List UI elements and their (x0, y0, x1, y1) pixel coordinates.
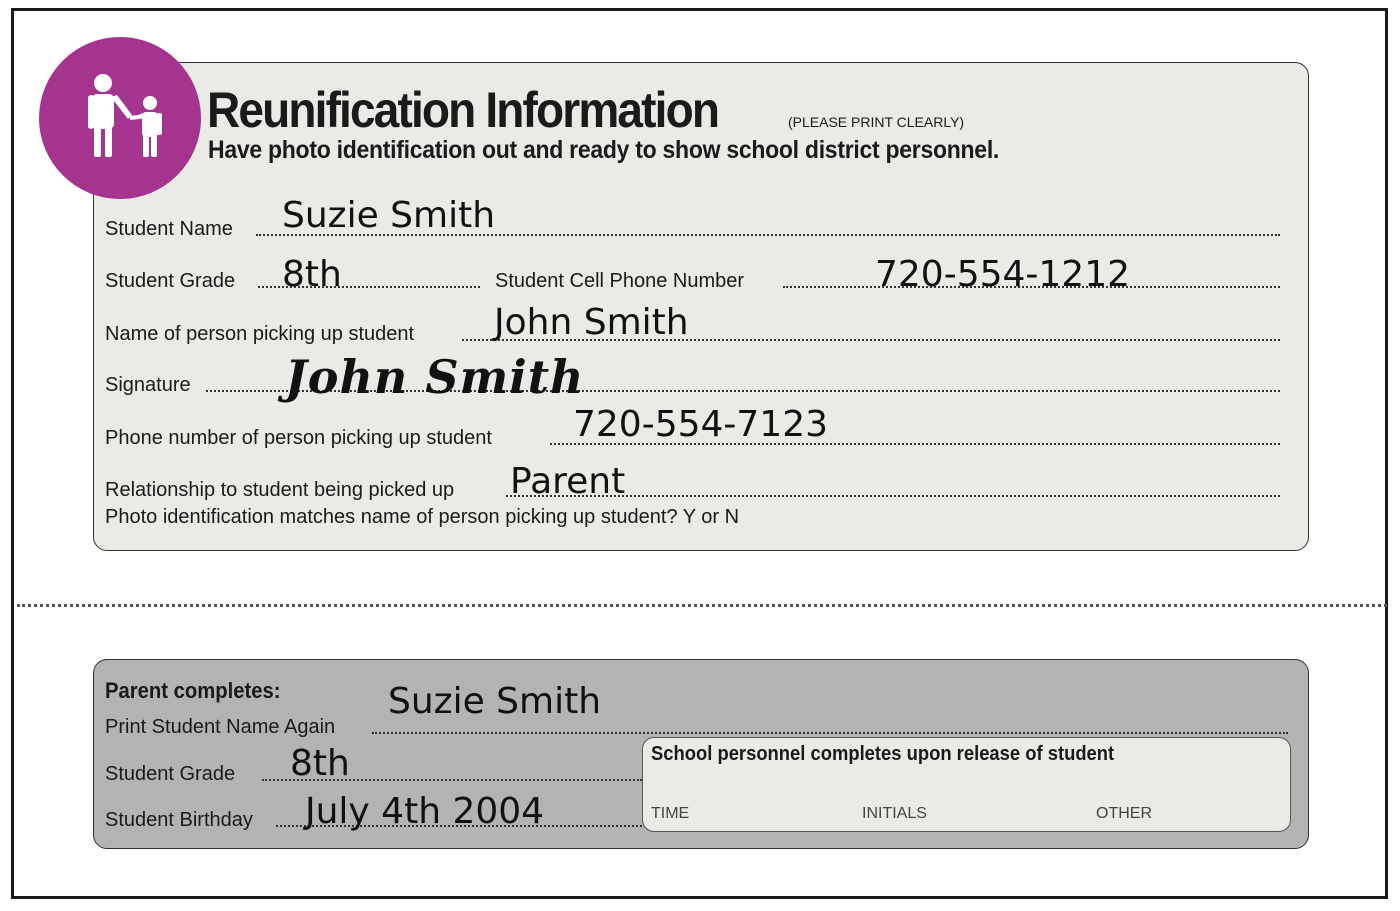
student-name-value[interactable]: Suzie Smith (282, 195, 496, 236)
parent-student-grade-value[interactable]: 8th (290, 743, 350, 784)
student-name-again-label: Print Student Name Again (105, 716, 336, 738)
student-cell-value[interactable]: 720-554-1212 (875, 254, 1131, 295)
pickup-name-label: Name of person picking up student (105, 323, 415, 345)
student-name-again-value[interactable]: Suzie Smith (388, 681, 602, 722)
relationship-label: Relationship to student being picked up (105, 479, 455, 501)
other-field-label[interactable]: OTHER (1096, 805, 1152, 822)
print-clearly-note: (PLEASE PRINT CLEARLY) (788, 114, 965, 130)
parent-student-grade-label: Student Grade (105, 763, 236, 785)
signature-value[interactable]: John Smith (285, 350, 585, 404)
parent-completes-heading: Parent completes: (105, 678, 281, 703)
time-field-label[interactable]: TIME (651, 805, 690, 822)
form-title: Reunification Information (207, 82, 719, 138)
photo-id-question: Photo identification matches name of person picking up student? Y or N (105, 506, 740, 528)
pickup-phone-label: Phone number of person picking up student (105, 427, 492, 449)
student-name-label: Student Name (105, 218, 233, 240)
pickup-name-value[interactable]: John Smith (494, 302, 689, 343)
school-personnel-title: School personnel completes upon release of student (651, 743, 1115, 765)
student-birthday-value[interactable]: July 4th 2004 (305, 791, 545, 832)
cut-line-divider (17, 604, 1387, 607)
signature-label: Signature (105, 374, 191, 396)
parent-and-child-icon (39, 37, 201, 199)
relationship-value[interactable]: Parent (510, 461, 626, 502)
student-name-again-line (372, 732, 1288, 734)
badge (39, 37, 201, 199)
form-subtitle: Have photo identification out and ready to show school district personnel. (208, 136, 1000, 164)
student-cell-label: Student Cell Phone Number (495, 270, 745, 292)
pickup-phone-value[interactable]: 720-554-7123 (573, 404, 829, 445)
student-grade-value[interactable]: 8th (282, 254, 342, 295)
initials-field-label[interactable]: INITIALS (862, 805, 927, 822)
student-birthday-label: Student Birthday (105, 809, 253, 831)
student-grade-label: Student Grade (105, 270, 236, 292)
